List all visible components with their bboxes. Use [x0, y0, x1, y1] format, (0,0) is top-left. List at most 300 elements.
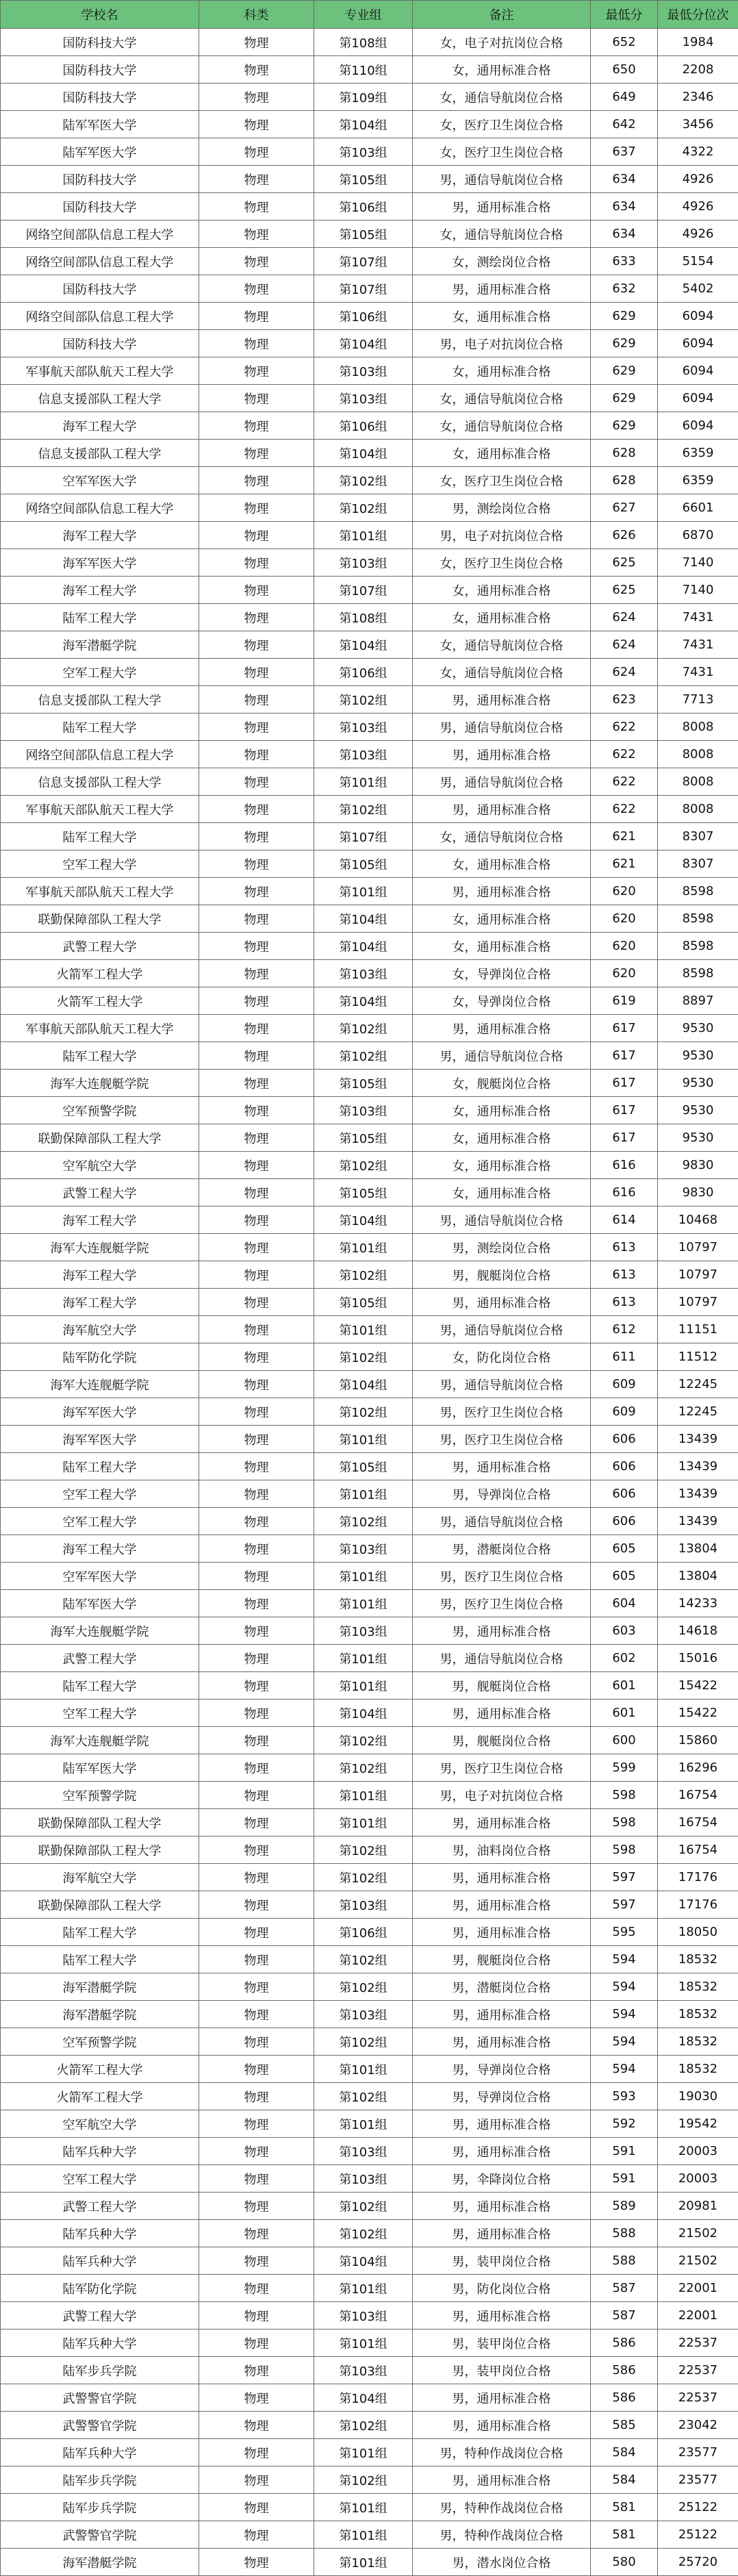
cell-major-group: 第102组: [314, 2412, 413, 2439]
table-row: [1, 220, 738, 248]
table-row: [1, 2412, 738, 2439]
cell-major-group: 第101组: [314, 1672, 413, 1700]
cell-min-rank: 8897: [658, 987, 738, 1015]
cell-major-group: 第103组: [314, 1891, 413, 1919]
cell-min-score: 623: [591, 686, 658, 714]
cell-min-rank: 8598: [658, 905, 738, 933]
header-school-name: 学校名: [1, 1, 199, 29]
cell-major-group: 第104组: [314, 1700, 413, 1727]
cell-major-group: 第104组: [314, 2384, 413, 2412]
cell-school-name: 陆军军医大学: [1, 138, 199, 166]
table-row: [1, 2001, 738, 2028]
cell-major-group: 第101组: [314, 2056, 413, 2083]
cell-remarks: 男，电子对抗岗位合格: [413, 1782, 591, 1809]
cell-min-rank: 8008: [658, 796, 738, 823]
cell-subject: 物理: [199, 357, 314, 385]
cell-subject: 物理: [199, 1919, 314, 1946]
cell-remarks: 男，通用标准合格: [413, 275, 591, 303]
cell-remarks: 女，通用标准合格: [413, 56, 591, 84]
cell-school-name: 武警工程大学: [1, 2302, 199, 2329]
table-row: [1, 440, 738, 467]
table-row: [1, 275, 738, 303]
cell-min-rank: 8598: [658, 878, 738, 905]
cell-min-rank: 7431: [658, 631, 738, 659]
table-row: [1, 933, 738, 960]
cell-subject: 物理: [199, 1453, 314, 1480]
cell-school-name: 陆军步兵学院: [1, 2357, 199, 2384]
cell-min-score: 586: [591, 2357, 658, 2384]
cell-subject: 物理: [199, 2302, 314, 2329]
table-row: [1, 1398, 738, 1426]
cell-remarks: 男，通信导航岗位合格: [413, 1316, 591, 1343]
cell-major-group: 第101组: [314, 522, 413, 549]
cell-min-score: 620: [591, 960, 658, 987]
cell-min-rank: 8008: [658, 741, 738, 768]
cell-subject: 物理: [199, 549, 314, 577]
cell-min-rank: 17176: [658, 1891, 738, 1919]
cell-min-score: 619: [591, 987, 658, 1015]
table-row: [1, 1015, 738, 1042]
cell-major-group: 第102组: [314, 2083, 413, 2110]
cell-min-rank: 16754: [658, 1836, 738, 1864]
cell-min-score: 606: [591, 1480, 658, 1508]
table-row: [1, 577, 738, 604]
cell-subject: 物理: [199, 1700, 314, 1727]
cell-school-name: 空军军医大学: [1, 1563, 199, 1590]
cell-remarks: 男，通用标准合格: [413, 2302, 591, 2329]
cell-subject: 物理: [199, 878, 314, 905]
cell-min-score: 584: [591, 2439, 658, 2466]
cell-remarks: 男，通用标准合格: [413, 1809, 591, 1836]
cell-major-group: 第104组: [314, 440, 413, 467]
cell-remarks: 男，测绘岗位合格: [413, 494, 591, 522]
cell-min-score: 620: [591, 905, 658, 933]
cell-remarks: 男，通用标准合格: [413, 1864, 591, 1891]
cell-remarks: 男，通用标准合格: [413, 2466, 591, 2494]
cell-min-rank: 12245: [658, 1371, 738, 1398]
cell-school-name: 联勤保障部队工程大学: [1, 1809, 199, 1836]
cell-remarks: 男，装甲岗位合格: [413, 2357, 591, 2384]
cell-min-rank: 6870: [658, 522, 738, 549]
cell-subject: 物理: [199, 1508, 314, 1535]
table-row: [1, 1946, 738, 1973]
table-row: [1, 2247, 738, 2275]
cell-school-name: 火箭军工程大学: [1, 2083, 199, 2110]
cell-min-rank: 7140: [658, 577, 738, 604]
table-row: [1, 1289, 738, 1316]
cell-min-rank: 25122: [658, 2494, 738, 2521]
cell-major-group: 第104组: [314, 905, 413, 933]
cell-school-name: 军事航天部队航天工程大学: [1, 796, 199, 823]
cell-subject: 物理: [199, 1371, 314, 1398]
cell-min-score: 627: [591, 494, 658, 522]
cell-min-score: 621: [591, 823, 658, 850]
table-row: [1, 1124, 738, 1152]
table-row: [1, 84, 738, 111]
cell-major-group: 第105组: [314, 1289, 413, 1316]
cell-remarks: 女，通信导航岗位合格: [413, 631, 591, 659]
cell-min-rank: 4926: [658, 166, 738, 193]
cell-subject: 物理: [199, 2357, 314, 2384]
cell-min-rank: 19030: [658, 2083, 738, 2110]
cell-major-group: 第105组: [314, 850, 413, 878]
cell-remarks: 男，通用标准合格: [413, 1289, 591, 1316]
cell-remarks: 男，通用标准合格: [413, 2220, 591, 2247]
cell-min-rank: 9530: [658, 1097, 738, 1124]
cell-subject: 物理: [199, 1973, 314, 2001]
cell-min-rank: 14233: [658, 1590, 738, 1617]
cell-min-rank: 3456: [658, 111, 738, 138]
cell-min-score: 588: [591, 2247, 658, 2275]
table-row: [1, 1426, 738, 1453]
cell-min-score: 594: [591, 1973, 658, 2001]
table-row: [1, 960, 738, 987]
cell-school-name: 海军大连舰艇学院: [1, 1727, 199, 1754]
cell-school-name: 海军工程大学: [1, 577, 199, 604]
cell-min-rank: 13804: [658, 1535, 738, 1563]
cell-remarks: 男，导弹岗位合格: [413, 2083, 591, 2110]
cell-major-group: 第109组: [314, 84, 413, 111]
cell-subject: 物理: [199, 1426, 314, 1453]
cell-min-rank: 20003: [658, 2165, 738, 2193]
cell-min-score: 617: [591, 1097, 658, 1124]
cell-subject: 物理: [199, 2466, 314, 2494]
cell-min-rank: 6094: [658, 385, 738, 412]
cell-subject: 物理: [199, 467, 314, 494]
cell-school-name: 海军工程大学: [1, 1535, 199, 1563]
cell-min-score: 626: [591, 522, 658, 549]
cell-major-group: 第103组: [314, 2302, 413, 2329]
cell-subject: 物理: [199, 933, 314, 960]
table-row: [1, 1508, 738, 1535]
cell-major-group: 第102组: [314, 1042, 413, 1070]
cell-major-group: 第106组: [314, 412, 413, 440]
cell-major-group: 第102组: [314, 1152, 413, 1179]
cell-remarks: 男，特种作战岗位合格: [413, 2439, 591, 2466]
table-row: [1, 604, 738, 631]
cell-min-score: 625: [591, 577, 658, 604]
cell-major-group: 第103组: [314, 138, 413, 166]
cell-min-score: 642: [591, 111, 658, 138]
cell-subject: 物理: [199, 604, 314, 631]
table-body: [1, 29, 738, 2576]
table-row: [1, 56, 738, 84]
cell-school-name: 武警警官学院: [1, 2384, 199, 2412]
cell-remarks: 女，导弹岗位合格: [413, 987, 591, 1015]
cell-subject: 物理: [199, 412, 314, 440]
cell-school-name: 海军工程大学: [1, 412, 199, 440]
cell-major-group: 第102组: [314, 467, 413, 494]
cell-remarks: 男，油料岗位合格: [413, 1836, 591, 1864]
cell-remarks: 男，通信导航岗位合格: [413, 166, 591, 193]
cell-min-score: 622: [591, 768, 658, 796]
cell-school-name: 陆军兵种大学: [1, 2220, 199, 2247]
cell-min-score: 598: [591, 1782, 658, 1809]
table-row: [1, 494, 738, 522]
cell-remarks: 女，通用标准合格: [413, 1152, 591, 1179]
table-row: [1, 1535, 738, 1563]
table-row: [1, 2466, 738, 2494]
cell-min-score: 613: [591, 1289, 658, 1316]
cell-major-group: 第102组: [314, 1398, 413, 1426]
cell-min-rank: 8307: [658, 850, 738, 878]
cell-major-group: 第101组: [314, 1809, 413, 1836]
cell-remarks: 女，医疗卫生岗位合格: [413, 549, 591, 577]
cell-min-rank: 11151: [658, 1316, 738, 1343]
cell-subject: 物理: [199, 2247, 314, 2275]
cell-min-score: 603: [591, 1617, 658, 1645]
cell-school-name: 联勤保障部队工程大学: [1, 1836, 199, 1864]
cell-subject: 物理: [199, 2001, 314, 2028]
cell-major-group: 第102组: [314, 494, 413, 522]
cell-min-rank: 16754: [658, 1782, 738, 1809]
cell-remarks: 女，通信导航岗位合格: [413, 412, 591, 440]
cell-subject: 物理: [199, 960, 314, 987]
cell-school-name: 空军工程大学: [1, 659, 199, 686]
cell-remarks: 男，通信导航岗位合格: [413, 1508, 591, 1535]
cell-subject: 物理: [199, 714, 314, 741]
cell-min-score: 622: [591, 796, 658, 823]
cell-remarks: 女，导弹岗位合格: [413, 960, 591, 987]
table-row: [1, 987, 738, 1015]
cell-major-group: 第103组: [314, 1535, 413, 1563]
cell-subject: 物理: [199, 2494, 314, 2521]
cell-min-score: 598: [591, 1836, 658, 1864]
cell-min-score: 624: [591, 604, 658, 631]
cell-min-score: 628: [591, 467, 658, 494]
cell-major-group: 第101组: [314, 1426, 413, 1453]
cell-school-name: 海军潜艇学院: [1, 631, 199, 659]
cell-min-score: 629: [591, 412, 658, 440]
cell-major-group: 第107组: [314, 248, 413, 275]
table-row: [1, 2193, 738, 2220]
cell-subject: 物理: [199, 1234, 314, 1261]
cell-min-rank: 6094: [658, 303, 738, 330]
cell-min-rank: 2346: [658, 84, 738, 111]
cell-school-name: 陆军工程大学: [1, 714, 199, 741]
table-row: [1, 1097, 738, 1124]
cell-remarks: 男，导弹岗位合格: [413, 2056, 591, 2083]
cell-remarks: 女，通用标准合格: [413, 1179, 591, 1207]
cell-school-name: 海军潜艇学院: [1, 2549, 199, 2576]
table-row: [1, 2138, 738, 2165]
cell-major-group: 第102组: [314, 1754, 413, 1782]
cell-school-name: 国防科技大学: [1, 166, 199, 193]
cell-school-name: 空军预警学院: [1, 2028, 199, 2056]
cell-major-group: 第108组: [314, 604, 413, 631]
table-row: [1, 768, 738, 796]
cell-subject: 物理: [199, 1480, 314, 1508]
table-row: [1, 357, 738, 385]
table-row: [1, 1207, 738, 1234]
cell-subject: 物理: [199, 1152, 314, 1179]
table-row: [1, 1754, 738, 1782]
cell-remarks: 女，通用标准合格: [413, 303, 591, 330]
cell-subject: 物理: [199, 850, 314, 878]
table-row: [1, 1590, 738, 1617]
cell-subject: 物理: [199, 2412, 314, 2439]
cell-min-score: 616: [591, 1179, 658, 1207]
cell-remarks: 男，通用标准合格: [413, 2028, 591, 2056]
cell-remarks: 女，通信导航岗位合格: [413, 659, 591, 686]
cell-major-group: 第104组: [314, 1371, 413, 1398]
table-row: [1, 659, 738, 686]
cell-min-rank: 13804: [658, 1563, 738, 1590]
cell-subject: 物理: [199, 494, 314, 522]
cell-remarks: 男，通信导航岗位合格: [413, 1042, 591, 1070]
cell-min-rank: 23577: [658, 2439, 738, 2466]
cell-min-rank: 18532: [658, 2056, 738, 2083]
cell-school-name: 陆军防化学院: [1, 1343, 199, 1371]
cell-major-group: 第106组: [314, 303, 413, 330]
cell-min-rank: 4322: [658, 138, 738, 166]
cell-remarks: 男，通用标准合格: [413, 686, 591, 714]
table-row: [1, 111, 738, 138]
cell-min-rank: 6094: [658, 330, 738, 357]
cell-major-group: 第104组: [314, 330, 413, 357]
cell-subject: 物理: [199, 385, 314, 412]
cell-min-score: 606: [591, 1453, 658, 1480]
table-row: [1, 1070, 738, 1097]
cell-major-group: 第102组: [314, 1836, 413, 1864]
cell-min-score: 612: [591, 1316, 658, 1343]
table-row: [1, 1343, 738, 1371]
header-subject: 科类: [199, 1, 314, 29]
table-row: [1, 1152, 738, 1179]
cell-subject: 物理: [199, 1015, 314, 1042]
table-row: [1, 248, 738, 275]
cell-remarks: 男，通用标准合格: [413, 1453, 591, 1480]
cell-major-group: 第104组: [314, 987, 413, 1015]
cell-remarks: 女，测绘岗位合格: [413, 248, 591, 275]
cell-subject: 物理: [199, 1754, 314, 1782]
table-row: [1, 2521, 738, 2549]
cell-remarks: 女，通用标准合格: [413, 604, 591, 631]
cell-min-score: 620: [591, 878, 658, 905]
cell-school-name: 空军工程大学: [1, 1700, 199, 1727]
table-row: [1, 686, 738, 714]
cell-min-score: 599: [591, 1754, 658, 1782]
cell-major-group: 第102组: [314, 1343, 413, 1371]
cell-school-name: 陆军工程大学: [1, 604, 199, 631]
cell-school-name: 武警警官学院: [1, 2521, 199, 2549]
cell-subject: 物理: [199, 686, 314, 714]
table-row: [1, 1563, 738, 1590]
cell-subject: 物理: [199, 1672, 314, 1700]
table-row: [1, 138, 738, 166]
cell-major-group: 第103组: [314, 1617, 413, 1645]
table-row: [1, 823, 738, 850]
cell-min-score: 609: [591, 1398, 658, 1426]
cell-subject: 物理: [199, 2165, 314, 2193]
table-row: [1, 2302, 738, 2329]
cell-subject: 物理: [199, 440, 314, 467]
cell-min-score: 629: [591, 385, 658, 412]
cell-school-name: 信息支援部队工程大学: [1, 686, 199, 714]
cell-min-score: 593: [591, 2083, 658, 2110]
table-row: [1, 2165, 738, 2193]
cell-school-name: 网络空间部队信息工程大学: [1, 248, 199, 275]
cell-school-name: 海军工程大学: [1, 522, 199, 549]
table-row: [1, 878, 738, 905]
cell-remarks: 男，特种作战岗位合格: [413, 2494, 591, 2521]
cell-remarks: 男，通用标准合格: [413, 193, 591, 220]
cell-min-rank: 6601: [658, 494, 738, 522]
cell-subject: 物理: [199, 303, 314, 330]
cell-min-rank: 9530: [658, 1015, 738, 1042]
cell-subject: 物理: [199, 2275, 314, 2302]
cell-min-rank: 5154: [658, 248, 738, 275]
cell-major-group: 第107组: [314, 823, 413, 850]
cell-remarks: 男，通用标准合格: [413, 2412, 591, 2439]
cell-major-group: 第101组: [314, 1563, 413, 1590]
cell-subject: 物理: [199, 1809, 314, 1836]
cell-major-group: 第103组: [314, 960, 413, 987]
cell-remarks: 女，通用标准合格: [413, 933, 591, 960]
cell-min-score: 597: [591, 1864, 658, 1891]
cell-min-score: 629: [591, 330, 658, 357]
cell-subject: 物理: [199, 2439, 314, 2466]
cell-major-group: 第101组: [314, 1480, 413, 1508]
cell-min-rank: 18532: [658, 1946, 738, 1973]
cell-min-rank: 7431: [658, 659, 738, 686]
table-row: [1, 1617, 738, 1645]
table-row: [1, 1261, 738, 1289]
cell-min-score: 652: [591, 29, 658, 56]
cell-min-rank: 19542: [658, 2110, 738, 2138]
cell-major-group: 第102组: [314, 686, 413, 714]
cell-min-score: 634: [591, 220, 658, 248]
cell-remarks: 男，电子对抗岗位合格: [413, 330, 591, 357]
cell-school-name: 海军工程大学: [1, 1261, 199, 1289]
cell-min-rank: 2208: [658, 56, 738, 84]
cell-min-rank: 10797: [658, 1234, 738, 1261]
cell-remarks: 男，通信导航岗位合格: [413, 714, 591, 741]
cell-school-name: 联勤保障部队工程大学: [1, 905, 199, 933]
cell-remarks: 男，舰艇岗位合格: [413, 1727, 591, 1754]
cell-remarks: 男，装甲岗位合格: [413, 2247, 591, 2275]
cell-subject: 物理: [199, 823, 314, 850]
cell-min-rank: 22001: [658, 2275, 738, 2302]
cell-school-name: 网络空间部队信息工程大学: [1, 220, 199, 248]
cell-major-group: 第101组: [314, 2521, 413, 2549]
cell-major-group: 第106组: [314, 193, 413, 220]
cell-remarks: 男，潜水岗位合格: [413, 2549, 591, 2576]
table-row: [1, 166, 738, 193]
cell-min-score: 620: [591, 933, 658, 960]
cell-min-score: 613: [591, 1234, 658, 1261]
table-row: [1, 1809, 738, 1836]
cell-major-group: 第101组: [314, 2329, 413, 2357]
cell-major-group: 第101组: [314, 1234, 413, 1261]
cell-subject: 物理: [199, 220, 314, 248]
cell-min-score: 622: [591, 714, 658, 741]
cell-school-name: 军事航天部队航天工程大学: [1, 1015, 199, 1042]
cell-remarks: 女，通用标准合格: [413, 357, 591, 385]
cell-min-score: 585: [591, 2412, 658, 2439]
cell-school-name: 空军航空大学: [1, 1152, 199, 1179]
cell-subject: 物理: [199, 29, 314, 56]
cell-major-group: 第104组: [314, 111, 413, 138]
cell-subject: 物理: [199, 1645, 314, 1672]
cell-school-name: 海军航空大学: [1, 1864, 199, 1891]
table-row: [1, 714, 738, 741]
cell-min-rank: 9830: [658, 1179, 738, 1207]
cell-school-name: 网络空间部队信息工程大学: [1, 303, 199, 330]
cell-subject: 物理: [199, 1070, 314, 1097]
cell-school-name: 空军工程大学: [1, 850, 199, 878]
cell-min-rank: 6359: [658, 467, 738, 494]
